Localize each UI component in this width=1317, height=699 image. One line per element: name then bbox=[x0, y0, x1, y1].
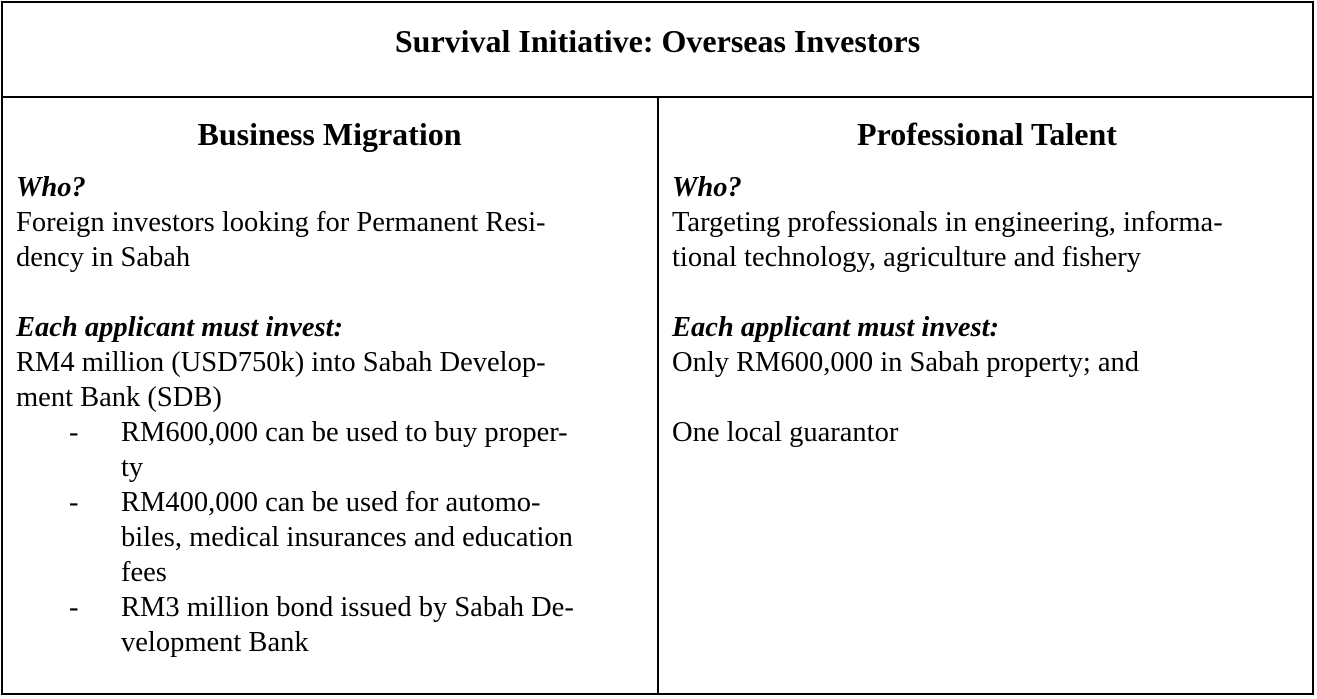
who-text-line: tional technology, agriculture and fishery bbox=[672, 242, 1142, 273]
bullet-dash: - bbox=[69, 417, 79, 448]
invest-label: Each applicant must invest: bbox=[672, 312, 999, 343]
bullet-text-line: fees bbox=[121, 557, 167, 588]
bullet-text-line: biles, medical insurances and education bbox=[121, 522, 573, 553]
investor-table bbox=[1, 1, 1314, 695]
invest-text-line: Only RM600,000 in Sabah property; and bbox=[672, 347, 1140, 378]
bullet-text-line: RM600,000 can be used to buy proper- bbox=[121, 417, 568, 448]
guarantor-text: One local guarantor bbox=[672, 417, 899, 448]
bullet-text-line: ty bbox=[121, 452, 144, 483]
invest-text-line: ment Bank (SDB) bbox=[16, 382, 222, 413]
table-title-row bbox=[3, 3, 1312, 98]
blank-line bbox=[672, 380, 1302, 415]
who-text-line: dency in Sabah bbox=[16, 242, 191, 273]
bullet-dash: - bbox=[69, 592, 79, 623]
table-title: Survival Initiative: Overseas Investors bbox=[394, 23, 921, 59]
list-item bbox=[16, 415, 643, 485]
who-label: Who? bbox=[16, 172, 86, 203]
column-heading: Professional Talent bbox=[857, 116, 1117, 152]
professional-talent-column bbox=[659, 98, 1312, 693]
who-label: Who? bbox=[672, 172, 742, 203]
bullet-list bbox=[16, 415, 643, 660]
business-migration-column bbox=[3, 98, 659, 693]
bullet-text-line: RM3 million bond issued by Sabah De- bbox=[121, 592, 574, 623]
who-text-line: Foreign investors looking for Permanent Resi- bbox=[16, 207, 546, 238]
bullet-text-line: velopment Bank bbox=[121, 627, 309, 658]
invest-text-line: RM4 million (USD750k) into Sabah Develop- bbox=[16, 347, 546, 378]
who-text-line: Targeting professionals in engineering, informa- bbox=[672, 207, 1223, 238]
bullet-dash: - bbox=[69, 487, 79, 518]
list-item bbox=[16, 590, 643, 660]
invest-label: Each applicant must invest: bbox=[16, 312, 343, 343]
bullet-text-line: RM400,000 can be used for automo- bbox=[121, 487, 541, 518]
list-item bbox=[16, 485, 643, 590]
column-heading: Business Migration bbox=[197, 116, 462, 152]
